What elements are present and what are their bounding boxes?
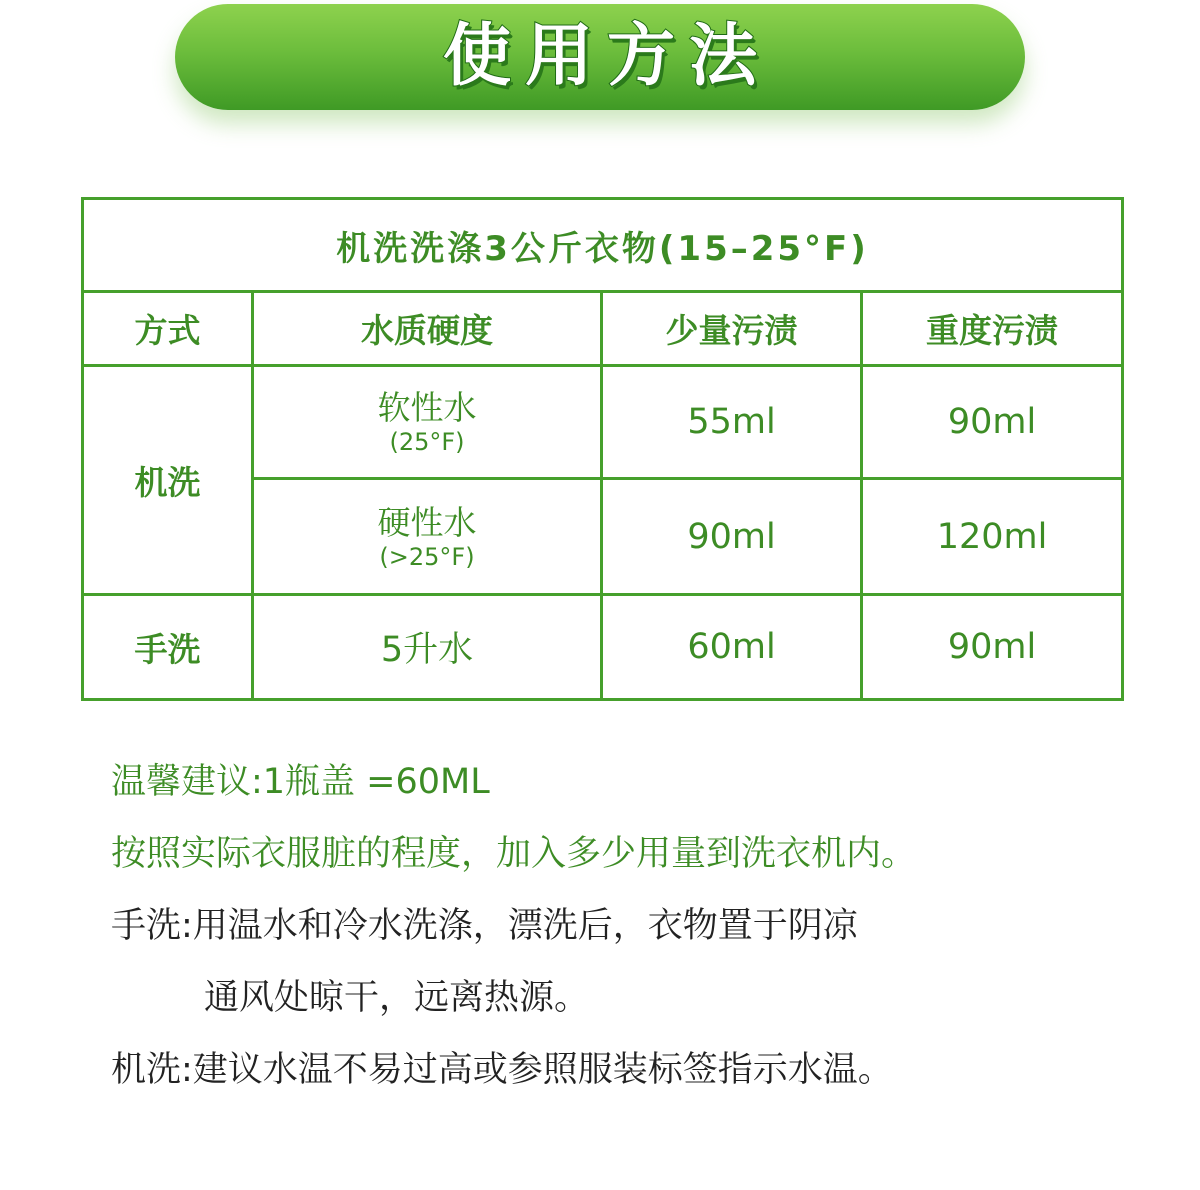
water-soft-name: 软性水 bbox=[377, 388, 477, 427]
dosage-table bbox=[81, 197, 1124, 701]
water-soft-cell bbox=[253, 366, 602, 479]
water-hard-note: (>25°F) bbox=[379, 542, 475, 571]
table-row bbox=[83, 366, 1123, 479]
hand-wash-note-line1: 手洗:用温水和冷水洗涤，漂洗后，衣物置于阴凉 bbox=[111, 906, 858, 946]
hand-wash-note-line2: 通风处晾干，远离热源。 bbox=[204, 978, 590, 1018]
hand-water-amount: 5升水 bbox=[253, 595, 602, 700]
method-machine-wash: 机洗 bbox=[83, 366, 253, 595]
water-hard-name: 硬性水 bbox=[377, 502, 477, 542]
header-water-hardness: 水质硬度 bbox=[253, 292, 602, 366]
soft-heavy-dose: 90ml bbox=[862, 366, 1123, 479]
header-heavy-stain: 重度污渍 bbox=[862, 292, 1123, 366]
hand-heavy-dose: 90ml bbox=[862, 595, 1123, 700]
water-hard-cell bbox=[253, 479, 602, 595]
guidance-note: 按照实际衣服脏的程度，加入多少用量到洗衣机内。 bbox=[111, 834, 917, 874]
title-banner bbox=[175, 4, 1025, 110]
table-row bbox=[83, 595, 1123, 700]
method-hand-wash: 手洗 bbox=[83, 595, 253, 700]
hard-heavy-dose: 120ml bbox=[862, 479, 1123, 595]
banner-title: 使用方法 bbox=[442, 17, 771, 96]
soft-light-dose: 55ml bbox=[602, 366, 862, 479]
table-title-row bbox=[83, 199, 1123, 292]
hard-light-dose: 90ml bbox=[602, 479, 862, 595]
machine-wash-note: 机洗:建议水温不易过高或参照服装标签指示水温。 bbox=[111, 1050, 893, 1090]
table-header-row bbox=[83, 292, 1123, 366]
water-soft-note: (25°F) bbox=[389, 428, 465, 456]
header-method: 方式 bbox=[83, 292, 253, 366]
header-light-stain: 少量污渍 bbox=[602, 292, 862, 366]
table-title: 机洗洗涤3公斤衣物(15–25°F) bbox=[83, 199, 1123, 292]
hand-light-dose: 60ml bbox=[602, 595, 862, 700]
tip-note: 温馨建议:1瓶盖 =60ML bbox=[111, 762, 490, 802]
